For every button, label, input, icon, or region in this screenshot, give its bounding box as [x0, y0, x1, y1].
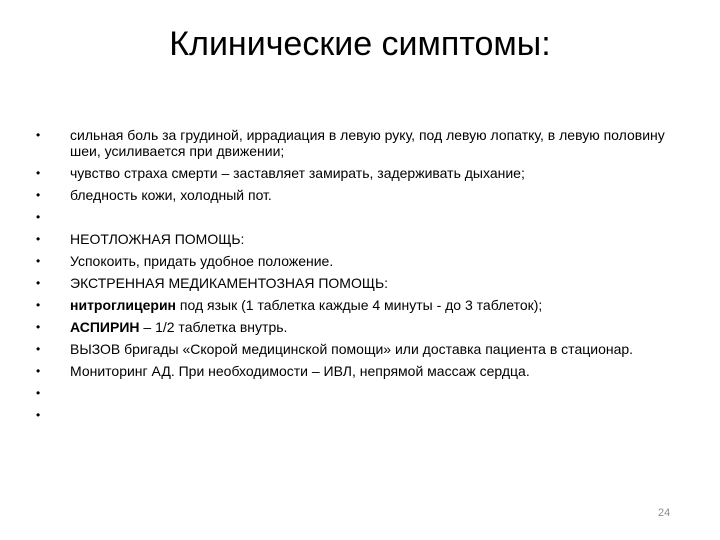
bullet-text: Мониторинг АД. При необходимости – ИВЛ, непрямой массаж сердца.: [70, 363, 530, 379]
bullet-icon: •: [36, 320, 41, 334]
bullet-icon: •: [36, 254, 41, 268]
bullet-icon: •: [36, 210, 41, 224]
bullet-item: [36, 319, 676, 335]
bullet-item: [36, 363, 676, 379]
bold-term: АСПИРИН: [70, 319, 140, 335]
bullet-item: [36, 165, 676, 181]
bullet-icon: •: [36, 232, 41, 246]
bullet-icon: •: [36, 188, 41, 202]
bullet-item: [36, 209, 676, 225]
bullet-icon: •: [36, 166, 41, 180]
bullet-text: НЕОТЛОЖНАЯ ПОМОЩЬ:: [70, 231, 245, 247]
bullet-icon: •: [36, 298, 41, 312]
bullet-text: сильная боль за грудиной, иррадиация в левую руку, под левую лопатку, в левую половину шеи, усиливается при движении;: [70, 127, 665, 159]
bullet-icon: •: [36, 276, 41, 290]
bullet-text-rest: под язык (1 таблетка каждые 4 минуты - до 3 таблеток);: [176, 297, 543, 313]
bullet-icon: •: [36, 364, 41, 378]
bullet-item: [36, 275, 676, 291]
bullet-item: [36, 187, 676, 203]
page-number: 24: [658, 507, 671, 519]
bullet-icon: •: [36, 128, 41, 142]
bullet-icon: •: [36, 342, 41, 356]
bullet-text: ВЫЗОВ бригады «Скорой медицинской помощи» или доставка пациента в стационар.: [70, 341, 634, 357]
bold-term: нитроглицерин: [70, 297, 177, 313]
bullet-text: [70, 319, 287, 335]
slide-title: Клинические симптомы:: [169, 25, 551, 63]
bullet-item: [36, 407, 676, 423]
bullet-text: бледность кожи, холодный пот.: [70, 187, 272, 203]
bullet-item: [36, 127, 676, 159]
bullet-item: [36, 297, 676, 313]
bullet-list: [36, 127, 676, 429]
bullet-icon: •: [36, 386, 41, 400]
bullet-text: чувство страха смерти – заставляет замирать, задерживать дыхание;: [70, 165, 525, 181]
bullet-item: [36, 231, 676, 247]
bullet-item: [36, 253, 676, 269]
bullet-item: [36, 385, 676, 401]
bullet-text: Успокоить, придать удобное положение.: [70, 253, 334, 269]
bullet-text-rest: – 1/2 таблетка внутрь.: [139, 319, 288, 335]
bullet-icon: •: [36, 408, 41, 422]
bullet-text: ЭКСТРЕННАЯ МЕДИКАМЕНТОЗНАЯ ПОМОЩЬ:: [70, 275, 389, 291]
bullet-item: [36, 341, 676, 357]
bullet-text: [70, 297, 542, 313]
